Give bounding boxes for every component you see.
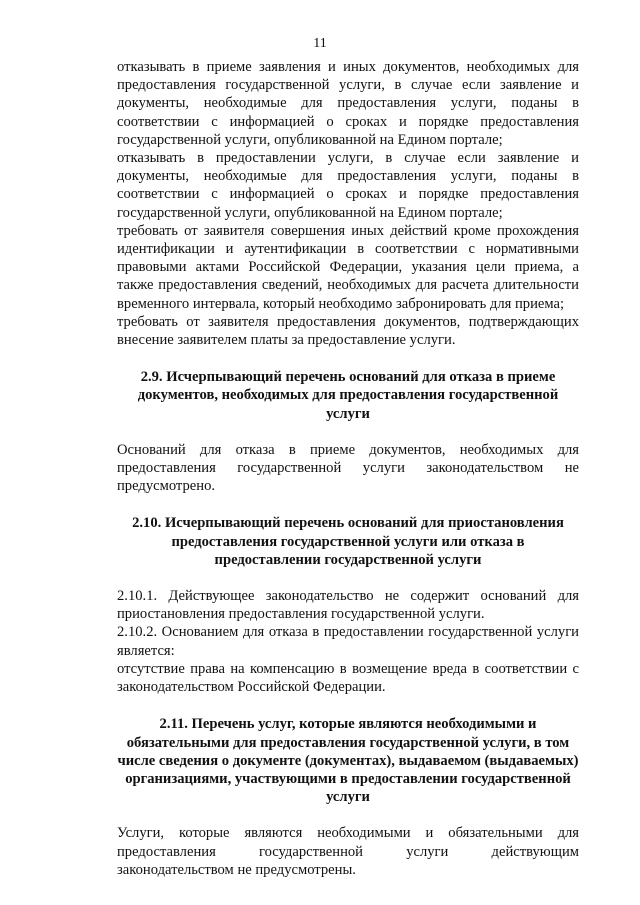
spacer: [117, 569, 579, 587]
spacer: [117, 349, 579, 368]
spacer: [117, 495, 579, 514]
section-2-11-text: Услуги, которые являются необходимыми и обязательными для предоставления государственной услуги действующим законодательством не предусмотрены.: [117, 825, 579, 878]
section-2-10-1-text: 2.10.1. Действующее законодательство не содержит оснований для приостановления предоставления государственной услуги.: [117, 588, 579, 623]
heading-section-2-9: 2.9. Исчерпывающий перечень оснований для отказа в приеме документов, необходимых для предоставления государственной услуги: [137, 369, 559, 422]
heading-section-2-11: 2.11. Перечень услуг, которые являются необходимыми и обязательными для предоставления государственной услуги, в том числе сведения о документе (документах), выдаваемом (выдаваемых) организациями, участвующими в предоставлении государственной услуги: [117, 716, 579, 806]
section-2-10-reason-text: отсутствие права на компенсацию в возмещение вреда в соответствии с законодательством Российской Федерации.: [117, 660, 579, 696]
page-number: 11: [313, 36, 327, 51]
paragraph-refuse-service: отказывать в предоставлении услуги, в случае если заявление и документы, необходимые для предоставления услуги, поданы в соответствии с информацией о сроках и порядке предоставления государственной услуги, опубликованной на Едином портале;: [117, 150, 579, 221]
spacer: [117, 806, 579, 824]
spacer: [117, 423, 579, 441]
paragraph-require-payment-docs: требовать от заявителя предоставления документов, подтверждающих внесение заявителем платы за предоставление услуги.: [117, 313, 579, 349]
heading-section-2-10: 2.10. Исчерпывающий перечень оснований для приостановления предоставления государственной услуги или отказа в предоставлении государственной услуги: [132, 515, 564, 568]
section-2-10-2-text: 2.10.2. Основанием для отказа в предоставлении государственной услуги является:: [117, 624, 579, 659]
section-2-9-text: Оснований для отказа в приеме документов, необходимых для предоставления государственной услуги законодательством не предусмотрено.: [117, 441, 579, 495]
document-body: [117, 58, 579, 879]
paragraph-require-actions: требовать от заявителя совершения иных действий кроме прохождения идентификации и аутентификации в соответствии с нормативными правовыми актами Российской Федерации, указания цели приема, а также предоставления сведений, необходимых для расчета длительности временного интервала, который необходимо забронировать для приема;: [117, 222, 579, 312]
spacer: [117, 696, 579, 715]
paragraph-refuse-acceptance: отказывать в приеме заявления и иных документов, необходимых для предоставления государственной услуги, в случае если заявление и документы, необходимые для предоставления услуги, поданы в соответствии с информацией о сроках и порядке предоставления государственной услуги, опубликованной на Едином портале;: [117, 59, 579, 148]
